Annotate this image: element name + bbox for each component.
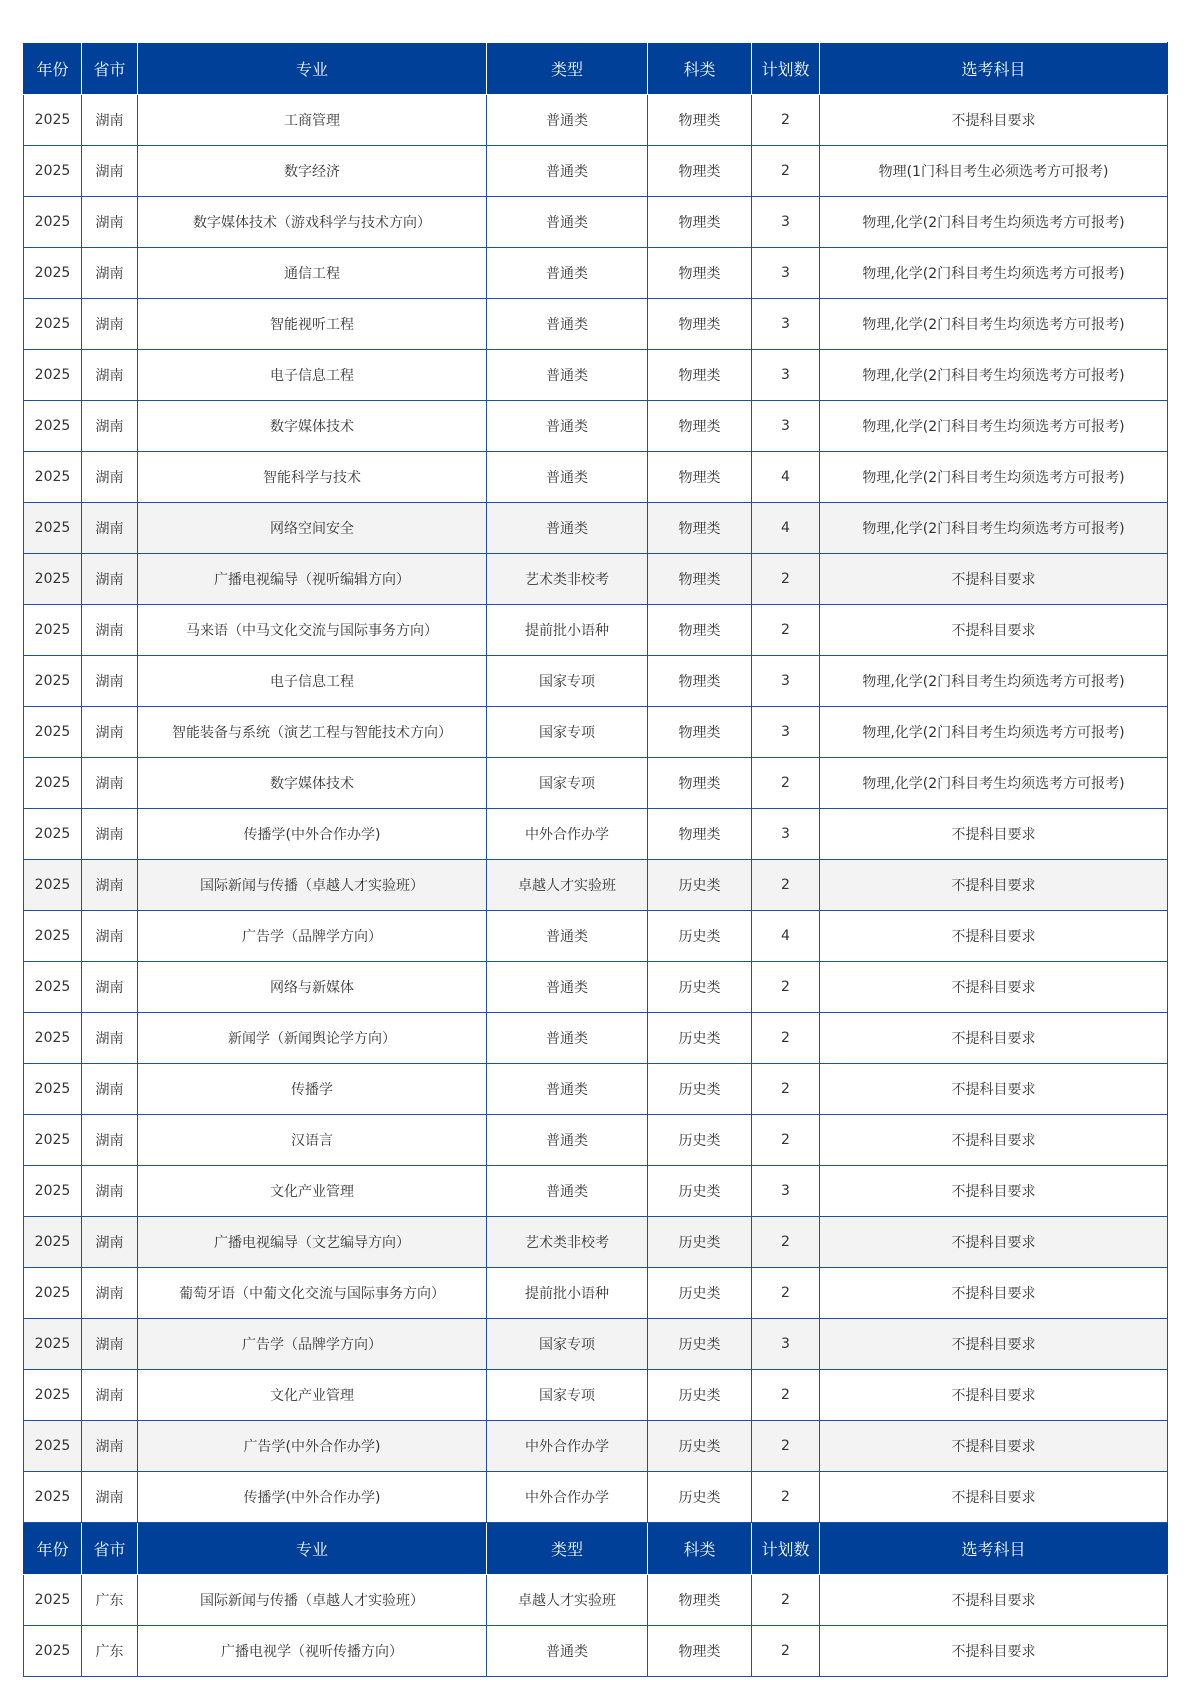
major-cell: 数字媒体技术（游戏科学与技术方向） bbox=[138, 197, 487, 248]
year-cell: 2025 bbox=[24, 911, 82, 962]
plan-cell: 3 bbox=[752, 1319, 820, 1370]
province-cell: 湖南 bbox=[82, 1115, 138, 1166]
type-cell: 普通类 bbox=[487, 95, 648, 146]
table-row bbox=[24, 452, 1168, 503]
major-cell: 国际新闻与传播（卓越人才实验班） bbox=[138, 1575, 487, 1626]
province-cell: 湖南 bbox=[82, 1421, 138, 1472]
requirement-cell: 物理,化学(2门科目考生均须选考方可报考) bbox=[820, 707, 1168, 758]
header-category: 科类 bbox=[648, 43, 752, 95]
table-row bbox=[24, 758, 1168, 809]
major-cell: 数字媒体技术 bbox=[138, 758, 487, 809]
major-cell: 广播电视编导（文艺编导方向） bbox=[138, 1217, 487, 1268]
type-cell: 国家专项 bbox=[487, 1319, 648, 1370]
province-cell: 湖南 bbox=[82, 860, 138, 911]
requirement-cell: 不提科目要求 bbox=[820, 554, 1168, 605]
header-major: 专业 bbox=[138, 1523, 487, 1575]
major-cell: 文化产业管理 bbox=[138, 1166, 487, 1217]
requirement-cell: 不提科目要求 bbox=[820, 962, 1168, 1013]
type-cell: 中外合作办学 bbox=[487, 1421, 648, 1472]
table-header-row bbox=[24, 1523, 1168, 1575]
requirement-cell: 不提科目要求 bbox=[820, 1421, 1168, 1472]
plan-cell: 2 bbox=[752, 95, 820, 146]
category-cell: 物理类 bbox=[648, 452, 752, 503]
table-body bbox=[24, 43, 1168, 1677]
table-row bbox=[24, 350, 1168, 401]
year-cell: 2025 bbox=[24, 1319, 82, 1370]
table-row bbox=[24, 146, 1168, 197]
type-cell: 国家专项 bbox=[487, 707, 648, 758]
category-cell: 物理类 bbox=[648, 758, 752, 809]
category-cell: 历史类 bbox=[648, 911, 752, 962]
major-cell: 数字经济 bbox=[138, 146, 487, 197]
category-cell: 历史类 bbox=[648, 1421, 752, 1472]
type-cell: 中外合作办学 bbox=[487, 809, 648, 860]
plan-cell: 3 bbox=[752, 350, 820, 401]
category-cell: 物理类 bbox=[648, 350, 752, 401]
requirement-cell: 不提科目要求 bbox=[820, 1217, 1168, 1268]
province-cell: 湖南 bbox=[82, 911, 138, 962]
table-row bbox=[24, 1115, 1168, 1166]
category-cell: 物理类 bbox=[648, 1626, 752, 1677]
year-cell: 2025 bbox=[24, 95, 82, 146]
type-cell: 普通类 bbox=[487, 911, 648, 962]
header-year: 年份 bbox=[24, 1523, 82, 1575]
province-cell: 湖南 bbox=[82, 401, 138, 452]
year-cell: 2025 bbox=[24, 758, 82, 809]
requirement-cell: 物理,化学(2门科目考生均须选考方可报考) bbox=[820, 350, 1168, 401]
admission-plan-table-container bbox=[23, 42, 1167, 1677]
table-row bbox=[24, 401, 1168, 452]
category-cell: 物理类 bbox=[648, 248, 752, 299]
major-cell: 工商管理 bbox=[138, 95, 487, 146]
major-cell: 智能科学与技术 bbox=[138, 452, 487, 503]
type-cell: 国家专项 bbox=[487, 1370, 648, 1421]
province-cell: 湖南 bbox=[82, 146, 138, 197]
province-cell: 湖南 bbox=[82, 554, 138, 605]
major-cell: 广播电视学（视听传播方向） bbox=[138, 1626, 487, 1677]
category-cell: 物理类 bbox=[648, 809, 752, 860]
category-cell: 物理类 bbox=[648, 197, 752, 248]
category-cell: 物理类 bbox=[648, 503, 752, 554]
category-cell: 历史类 bbox=[648, 1319, 752, 1370]
type-cell: 普通类 bbox=[487, 1064, 648, 1115]
province-cell: 湖南 bbox=[82, 758, 138, 809]
table-header-row bbox=[24, 43, 1168, 95]
year-cell: 2025 bbox=[24, 1268, 82, 1319]
year-cell: 2025 bbox=[24, 809, 82, 860]
plan-cell: 2 bbox=[752, 1064, 820, 1115]
category-cell: 历史类 bbox=[648, 1370, 752, 1421]
header-type: 类型 bbox=[487, 1523, 648, 1575]
type-cell: 普通类 bbox=[487, 401, 648, 452]
table-row bbox=[24, 299, 1168, 350]
requirement-cell: 不提科目要求 bbox=[820, 1166, 1168, 1217]
major-cell: 传播学 bbox=[138, 1064, 487, 1115]
year-cell: 2025 bbox=[24, 1626, 82, 1677]
province-cell: 湖南 bbox=[82, 503, 138, 554]
table-row bbox=[24, 707, 1168, 758]
type-cell: 普通类 bbox=[487, 1166, 648, 1217]
plan-cell: 2 bbox=[752, 962, 820, 1013]
requirement-cell: 物理,化学(2门科目考生均须选考方可报考) bbox=[820, 299, 1168, 350]
type-cell: 普通类 bbox=[487, 146, 648, 197]
category-cell: 历史类 bbox=[648, 1166, 752, 1217]
table-row bbox=[24, 1575, 1168, 1626]
requirement-cell: 不提科目要求 bbox=[820, 605, 1168, 656]
plan-cell: 3 bbox=[752, 401, 820, 452]
category-cell: 历史类 bbox=[648, 1472, 752, 1523]
table-row bbox=[24, 554, 1168, 605]
header-plan: 计划数 bbox=[752, 1523, 820, 1575]
major-cell: 通信工程 bbox=[138, 248, 487, 299]
type-cell: 艺术类非校考 bbox=[487, 554, 648, 605]
requirement-cell: 物理,化学(2门科目考生均须选考方可报考) bbox=[820, 656, 1168, 707]
province-cell: 湖南 bbox=[82, 707, 138, 758]
province-cell: 广东 bbox=[82, 1626, 138, 1677]
year-cell: 2025 bbox=[24, 860, 82, 911]
table-row bbox=[24, 197, 1168, 248]
header-requirement: 选考科目 bbox=[820, 43, 1168, 95]
plan-cell: 2 bbox=[752, 1626, 820, 1677]
table-row bbox=[24, 1370, 1168, 1421]
header-major: 专业 bbox=[138, 43, 487, 95]
province-cell: 湖南 bbox=[82, 962, 138, 1013]
type-cell: 普通类 bbox=[487, 962, 648, 1013]
category-cell: 物理类 bbox=[648, 605, 752, 656]
plan-cell: 3 bbox=[752, 656, 820, 707]
year-cell: 2025 bbox=[24, 452, 82, 503]
year-cell: 2025 bbox=[24, 1472, 82, 1523]
requirement-cell: 物理,化学(2门科目考生均须选考方可报考) bbox=[820, 197, 1168, 248]
category-cell: 历史类 bbox=[648, 1064, 752, 1115]
type-cell: 中外合作办学 bbox=[487, 1472, 648, 1523]
category-cell: 历史类 bbox=[648, 1268, 752, 1319]
year-cell: 2025 bbox=[24, 1421, 82, 1472]
type-cell: 普通类 bbox=[487, 452, 648, 503]
plan-cell: 2 bbox=[752, 1115, 820, 1166]
year-cell: 2025 bbox=[24, 656, 82, 707]
plan-cell: 2 bbox=[752, 1370, 820, 1421]
table-row bbox=[24, 248, 1168, 299]
header-year: 年份 bbox=[24, 43, 82, 95]
major-cell: 网络与新媒体 bbox=[138, 962, 487, 1013]
major-cell: 汉语言 bbox=[138, 1115, 487, 1166]
province-cell: 湖南 bbox=[82, 299, 138, 350]
table-row bbox=[24, 962, 1168, 1013]
province-cell: 湖南 bbox=[82, 95, 138, 146]
requirement-cell: 不提科目要求 bbox=[820, 1115, 1168, 1166]
year-cell: 2025 bbox=[24, 605, 82, 656]
plan-cell: 2 bbox=[752, 1421, 820, 1472]
category-cell: 物理类 bbox=[648, 554, 752, 605]
year-cell: 2025 bbox=[24, 350, 82, 401]
province-cell: 湖南 bbox=[82, 350, 138, 401]
header-province: 省市 bbox=[82, 1523, 138, 1575]
table-row bbox=[24, 1472, 1168, 1523]
province-cell: 湖南 bbox=[82, 1472, 138, 1523]
plan-cell: 3 bbox=[752, 707, 820, 758]
year-cell: 2025 bbox=[24, 1166, 82, 1217]
plan-cell: 4 bbox=[752, 503, 820, 554]
province-cell: 湖南 bbox=[82, 1013, 138, 1064]
table-row bbox=[24, 1064, 1168, 1115]
year-cell: 2025 bbox=[24, 554, 82, 605]
admission-plan-table bbox=[23, 42, 1168, 1677]
major-cell: 电子信息工程 bbox=[138, 656, 487, 707]
major-cell: 国际新闻与传播（卓越人才实验班） bbox=[138, 860, 487, 911]
plan-cell: 3 bbox=[752, 197, 820, 248]
province-cell: 湖南 bbox=[82, 1319, 138, 1370]
plan-cell: 3 bbox=[752, 809, 820, 860]
type-cell: 普通类 bbox=[487, 197, 648, 248]
year-cell: 2025 bbox=[24, 503, 82, 554]
requirement-cell: 不提科目要求 bbox=[820, 911, 1168, 962]
major-cell: 文化产业管理 bbox=[138, 1370, 487, 1421]
major-cell: 传播学(中外合作办学) bbox=[138, 809, 487, 860]
requirement-cell: 不提科目要求 bbox=[820, 95, 1168, 146]
type-cell: 卓越人才实验班 bbox=[487, 860, 648, 911]
major-cell: 智能视听工程 bbox=[138, 299, 487, 350]
plan-cell: 4 bbox=[752, 911, 820, 962]
requirement-cell: 不提科目要求 bbox=[820, 809, 1168, 860]
province-cell: 湖南 bbox=[82, 1064, 138, 1115]
major-cell: 网络空间安全 bbox=[138, 503, 487, 554]
header-requirement: 选考科目 bbox=[820, 1523, 1168, 1575]
major-cell: 广告学（品牌学方向） bbox=[138, 911, 487, 962]
plan-cell: 2 bbox=[752, 1217, 820, 1268]
category-cell: 历史类 bbox=[648, 1115, 752, 1166]
type-cell: 国家专项 bbox=[487, 758, 648, 809]
type-cell: 普通类 bbox=[487, 1115, 648, 1166]
province-cell: 湖南 bbox=[82, 809, 138, 860]
type-cell: 提前批小语种 bbox=[487, 1268, 648, 1319]
type-cell: 卓越人才实验班 bbox=[487, 1575, 648, 1626]
type-cell: 普通类 bbox=[487, 299, 648, 350]
table-row bbox=[24, 1268, 1168, 1319]
major-cell: 葡萄牙语（中葡文化交流与国际事务方向） bbox=[138, 1268, 487, 1319]
table-row bbox=[24, 1013, 1168, 1064]
major-cell: 数字媒体技术 bbox=[138, 401, 487, 452]
table-row bbox=[24, 1421, 1168, 1472]
table-row bbox=[24, 1626, 1168, 1677]
type-cell: 国家专项 bbox=[487, 656, 648, 707]
category-cell: 历史类 bbox=[648, 1217, 752, 1268]
category-cell: 物理类 bbox=[648, 707, 752, 758]
requirement-cell: 不提科目要求 bbox=[820, 1013, 1168, 1064]
table-row bbox=[24, 95, 1168, 146]
plan-cell: 2 bbox=[752, 554, 820, 605]
province-cell: 湖南 bbox=[82, 452, 138, 503]
plan-cell: 2 bbox=[752, 860, 820, 911]
header-type: 类型 bbox=[487, 43, 648, 95]
province-cell: 湖南 bbox=[82, 1268, 138, 1319]
requirement-cell: 物理,化学(2门科目考生均须选考方可报考) bbox=[820, 503, 1168, 554]
requirement-cell: 不提科目要求 bbox=[820, 860, 1168, 911]
plan-cell: 2 bbox=[752, 758, 820, 809]
major-cell: 广播电视编导（视听编辑方向） bbox=[138, 554, 487, 605]
year-cell: 2025 bbox=[24, 146, 82, 197]
header-province: 省市 bbox=[82, 43, 138, 95]
type-cell: 提前批小语种 bbox=[487, 605, 648, 656]
year-cell: 2025 bbox=[24, 962, 82, 1013]
table-row bbox=[24, 1166, 1168, 1217]
major-cell: 新闻学（新闻舆论学方向） bbox=[138, 1013, 487, 1064]
plan-cell: 2 bbox=[752, 1472, 820, 1523]
table-row bbox=[24, 656, 1168, 707]
category-cell: 物理类 bbox=[648, 95, 752, 146]
table-row bbox=[24, 860, 1168, 911]
plan-cell: 3 bbox=[752, 1166, 820, 1217]
table-row bbox=[24, 503, 1168, 554]
year-cell: 2025 bbox=[24, 1217, 82, 1268]
type-cell: 普通类 bbox=[487, 1626, 648, 1677]
year-cell: 2025 bbox=[24, 1575, 82, 1626]
year-cell: 2025 bbox=[24, 1064, 82, 1115]
requirement-cell: 不提科目要求 bbox=[820, 1575, 1168, 1626]
plan-cell: 2 bbox=[752, 146, 820, 197]
province-cell: 湖南 bbox=[82, 197, 138, 248]
major-cell: 电子信息工程 bbox=[138, 350, 487, 401]
type-cell: 普通类 bbox=[487, 503, 648, 554]
requirement-cell: 物理,化学(2门科目考生均须选考方可报考) bbox=[820, 452, 1168, 503]
requirement-cell: 不提科目要求 bbox=[820, 1472, 1168, 1523]
header-category: 科类 bbox=[648, 1523, 752, 1575]
category-cell: 物理类 bbox=[648, 1575, 752, 1626]
category-cell: 物理类 bbox=[648, 299, 752, 350]
year-cell: 2025 bbox=[24, 1115, 82, 1166]
plan-cell: 2 bbox=[752, 1575, 820, 1626]
category-cell: 物理类 bbox=[648, 401, 752, 452]
requirement-cell: 物理,化学(2门科目考生均须选考方可报考) bbox=[820, 758, 1168, 809]
requirement-cell: 不提科目要求 bbox=[820, 1370, 1168, 1421]
category-cell: 物理类 bbox=[648, 656, 752, 707]
plan-cell: 3 bbox=[752, 299, 820, 350]
province-cell: 湖南 bbox=[82, 656, 138, 707]
requirement-cell: 不提科目要求 bbox=[820, 1064, 1168, 1115]
year-cell: 2025 bbox=[24, 1013, 82, 1064]
province-cell: 湖南 bbox=[82, 1217, 138, 1268]
type-cell: 普通类 bbox=[487, 1013, 648, 1064]
requirement-cell: 物理,化学(2门科目考生均须选考方可报考) bbox=[820, 248, 1168, 299]
plan-cell: 3 bbox=[752, 248, 820, 299]
major-cell: 智能装备与系统（演艺工程与智能技术方向） bbox=[138, 707, 487, 758]
plan-cell: 2 bbox=[752, 605, 820, 656]
type-cell: 艺术类非校考 bbox=[487, 1217, 648, 1268]
category-cell: 历史类 bbox=[648, 962, 752, 1013]
major-cell: 马来语（中马文化交流与国际事务方向） bbox=[138, 605, 487, 656]
header-plan: 计划数 bbox=[752, 43, 820, 95]
requirement-cell: 物理,化学(2门科目考生均须选考方可报考) bbox=[820, 401, 1168, 452]
year-cell: 2025 bbox=[24, 1370, 82, 1421]
year-cell: 2025 bbox=[24, 248, 82, 299]
province-cell: 广东 bbox=[82, 1575, 138, 1626]
table-row bbox=[24, 911, 1168, 962]
province-cell: 湖南 bbox=[82, 1166, 138, 1217]
major-cell: 广告学(中外合作办学) bbox=[138, 1421, 487, 1472]
province-cell: 湖南 bbox=[82, 605, 138, 656]
table-row bbox=[24, 1217, 1168, 1268]
year-cell: 2025 bbox=[24, 299, 82, 350]
year-cell: 2025 bbox=[24, 401, 82, 452]
province-cell: 湖南 bbox=[82, 1370, 138, 1421]
plan-cell: 4 bbox=[752, 452, 820, 503]
category-cell: 物理类 bbox=[648, 146, 752, 197]
plan-cell: 2 bbox=[752, 1013, 820, 1064]
category-cell: 历史类 bbox=[648, 1013, 752, 1064]
table-row bbox=[24, 809, 1168, 860]
type-cell: 普通类 bbox=[487, 248, 648, 299]
requirement-cell: 不提科目要求 bbox=[820, 1268, 1168, 1319]
requirement-cell: 不提科目要求 bbox=[820, 1626, 1168, 1677]
table-row bbox=[24, 605, 1168, 656]
category-cell: 历史类 bbox=[648, 860, 752, 911]
requirement-cell: 物理(1门科目考生必须选考方可报考) bbox=[820, 146, 1168, 197]
year-cell: 2025 bbox=[24, 707, 82, 758]
plan-cell: 2 bbox=[752, 1268, 820, 1319]
year-cell: 2025 bbox=[24, 197, 82, 248]
requirement-cell: 不提科目要求 bbox=[820, 1319, 1168, 1370]
major-cell: 传播学(中外合作办学) bbox=[138, 1472, 487, 1523]
table-row bbox=[24, 1319, 1168, 1370]
province-cell: 湖南 bbox=[82, 248, 138, 299]
major-cell: 广告学（品牌学方向） bbox=[138, 1319, 487, 1370]
type-cell: 普通类 bbox=[487, 350, 648, 401]
